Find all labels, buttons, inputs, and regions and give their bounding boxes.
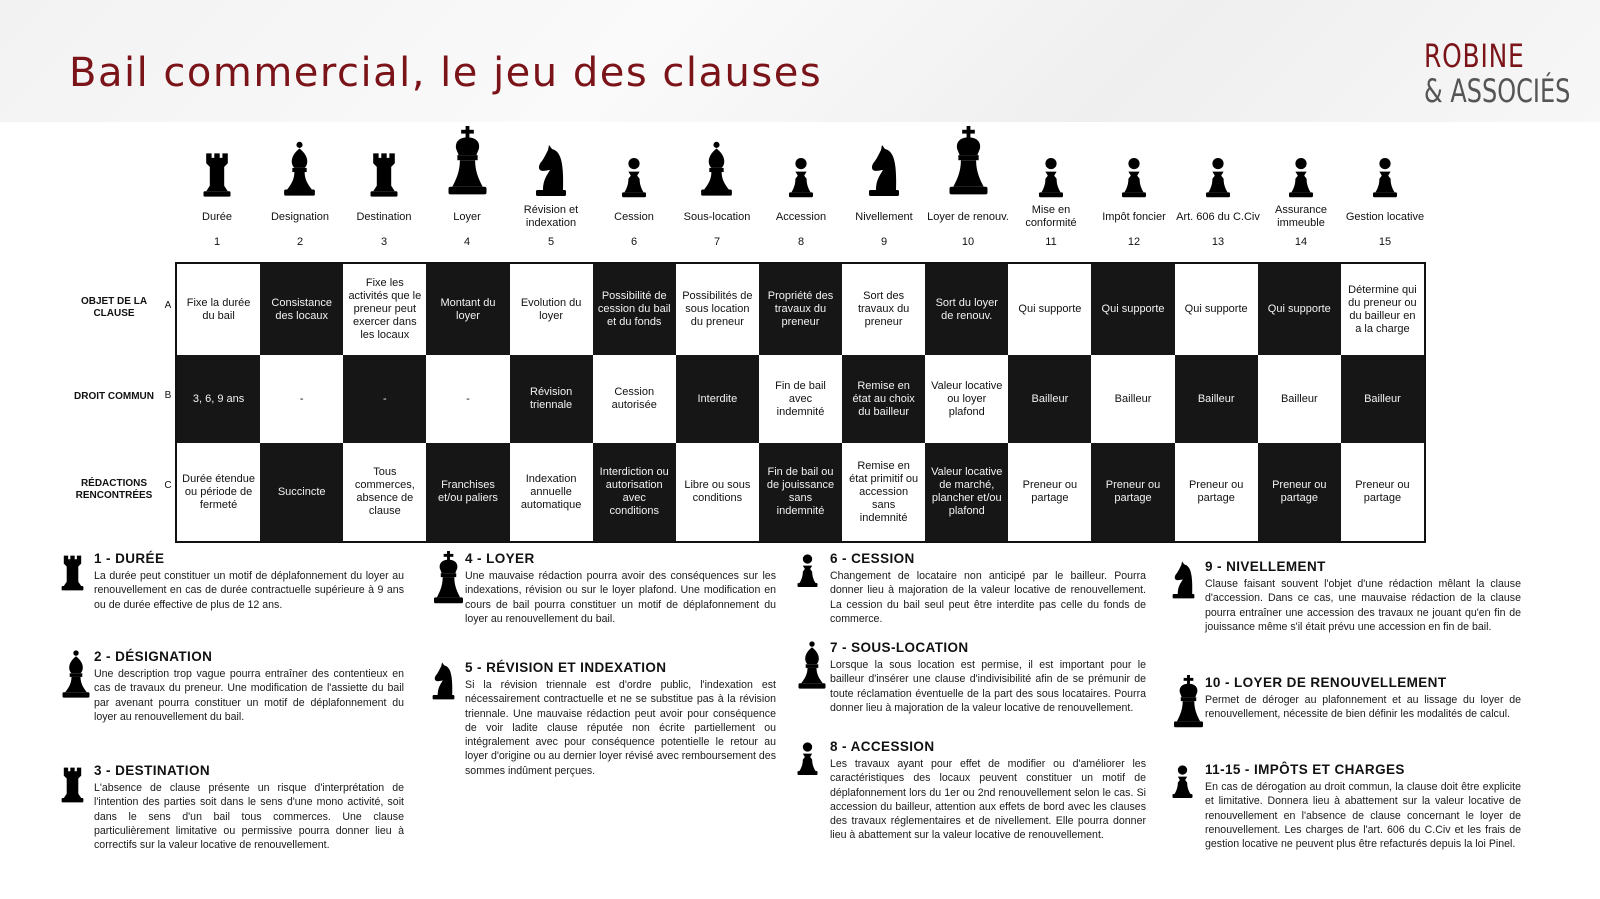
chess-pawn-icon [592,122,676,202]
logo-line-1: ROBINE [1424,37,1525,75]
chess-rook-icon [175,122,259,202]
chess-king-icon [1169,675,1197,738]
table-cell-a-6: Possibilité de cession du bail et du fonds [593,264,676,355]
chess-pawn-icon [1259,122,1343,202]
clause-label: Durée [202,210,232,223]
chess-pawn-icon [1092,122,1176,202]
chess-pawn-icon [794,551,822,596]
chess-rook-icon [58,763,86,812]
table-cell-a-13: Qui supporte [1175,264,1258,355]
clause-column-15 [1343,122,1427,260]
description-title: 1 - DURÉE [94,551,165,566]
table-cell-a-15: Détermine qui du preneur ou du bailleur en a la charge [1341,264,1424,355]
clause-label: Destination [356,210,412,223]
logo-line-2: & ASSOCIÉS [1424,72,1571,110]
clause-number: 12 [1127,236,1141,248]
chess-king-icon [926,122,1010,202]
description-title: 7 - SOUS-LOCATION [830,640,969,655]
clause-number: 9 [880,236,888,248]
table-cell-a-2: Consistance des locaux [260,264,343,355]
clause-number: 6 [630,236,638,248]
table-cell-c-7: Libre ou sous conditions [676,443,759,541]
clause-column-2 [258,122,342,260]
description-text: En cas de dérogation au droit commun, la clause doit être explicite et limitative. Donnera lieu à abattement sur la valeur locative de renouvellement en l'absence de clause concernant le loyer de renouvellement. Les charges de l'art. 606 du C.Civ et les frais de gestion locative ne peuvent plus être refacturés depuis la loi Pinel. [1205,781,1521,851]
chess-king-icon [425,122,509,202]
table-cell-c-6: Interdiction ou autorisation avec conditions [593,443,676,541]
chess-pawn-icon [1169,762,1197,807]
table-cell-c-15: Preneur ou partage [1341,443,1424,541]
clause-label: Nivellement [855,210,913,223]
clause-label: Gestion locative [1345,210,1425,223]
clause-number: 4 [463,236,471,248]
table-cell-c-4: Franchises et/ou paliers [426,443,509,541]
description-text: La durée peut constituer un motif de déplafonnement du loyer au renouvellement en cas de durée contractuelle supérieure à 9 ans ou de durée effective de plus de 12 ans. [94,570,404,611]
clause-number: 1 [213,236,221,248]
row-letter-c: C [164,480,172,491]
row-label-redactions: RÉDACTIONS RENCONTRÉES [75,478,153,501]
table-cell-b-8: Fin de bail avec indemnité [759,355,842,443]
clause-number: 14 [1294,236,1308,248]
table-cell-b-3: - [343,355,426,443]
clause-number: 8 [797,236,805,248]
clause-number: 5 [547,236,555,248]
chess-pawn-icon [794,739,822,784]
table-cell-b-12: Bailleur [1091,355,1174,443]
table-cell-a-4: Montant du loyer [426,264,509,355]
clause-column-4 [425,122,509,260]
clause-column-8 [759,122,843,260]
table-cell-a-9: Sort des travaux du preneur [842,264,925,355]
clause-column-7 [675,122,759,260]
clause-label: Assurance immeuble [1275,204,1327,229]
table-cell-c-8: Fin de bail ou de jouissance sans indemnité [759,443,842,541]
clause-label: Designation [270,210,330,223]
table-cell-b-6: Cession autorisée [593,355,676,443]
clause-label: Mise en conformité [1025,204,1077,229]
page-title: Bail commercial, le jeu des clauses [69,50,823,96]
chess-pawn-icon [759,122,843,202]
description-text: Permet de déroger au plafonnement et au lissage du loyer de renouvellement, nécessite de bien définir les modalités de calcul. [1205,694,1521,721]
description-title: 4 - LOYER [465,551,535,566]
table-cell-a-11: Qui supporte [1008,264,1091,355]
table-cell-b-13: Bailleur [1175,355,1258,443]
clause-table [175,262,1426,543]
description-text: Clause faisant souvent l'objet d'une rédaction mêlant la clause d'accession. Dans ce cas, une mauvaise rédaction de la clause pourra entraîner une accession des travaux ne jouant qu'en fin de jouissance même s'il était prévu une accession en fin de bail. [1205,578,1521,633]
description-title: 11-15 - IMPÔTS ET CHARGES [1205,762,1405,777]
clause-column-14 [1259,122,1343,260]
logo [1424,37,1571,110]
row-label-droit-commun: DROIT COMMUN [74,391,154,402]
clause-column-5 [509,122,593,260]
table-cell-c-5: Indexation annuelle automatique [510,443,593,541]
table-cell-c-1: Durée étendue ou période de fermeté [177,443,260,541]
clause-label: Accession [775,210,827,223]
table-cell-a-3: Fixe les activités que le preneur peut exercer dans les locaux [343,264,426,355]
table-cell-c-2: Succincte [260,443,343,541]
table-cell-c-9: Remise en état primitif ou accession sans indemnité [842,443,925,541]
table-cell-b-11: Bailleur [1008,355,1091,443]
description-text: Si la révision triennale est d'ordre public, l'indexation est nécessairement contractuelle et ne se substitue pas à la révision triennale. Une mauvaise rédaction peut avoir pour conséquence de voir ladite clause réputée non écrite partiellement ou intégralement avec pour conséquence potentielle le retour au loyer d'origine ou au dernier loyer révisé avec remboursement des sommes indûment perçues. [465,679,776,777]
description-title: 10 - LOYER DE RENOUVELLEMENT [1205,675,1447,690]
table-cell-a-1: Fixe la durée du bail [177,264,260,355]
clause-label: Loyer [453,210,481,223]
description-title: 3 - DESTINATION [94,763,211,778]
clause-column-12 [1092,122,1176,260]
row-label-objet: OBJET DE LA CLAUSE [80,295,148,319]
table-cell-a-14: Qui supporte [1258,264,1341,355]
table-cell-b-1: 3, 6, 9 ans [177,355,260,443]
clause-label: Art. 606 du C.Civ [1176,210,1260,223]
chess-bishop-icon [258,122,342,202]
description-title: 9 - NIVELLEMENT [1205,559,1326,574]
clause-column-6 [592,122,676,260]
table-cell-a-10: Sort du loyer de renouv. [925,264,1008,355]
description-text: Changement de locataire non anticipé par le bailleur. Pourra donner lieu à majoration de la valeur locative de renouvellement. La cession du bail seul peut être interdite pas celle du fonds de commerce. [830,570,1146,625]
table-cell-a-7: Possibilités de sous location du preneur [676,264,759,355]
clause-column-9 [842,122,926,260]
chess-rook-icon [342,122,426,202]
clause-column-3 [342,122,426,260]
table-cell-c-10: Valeur locative de marché, plancher et/ou plafond [925,443,1008,541]
table-cell-b-5: Révision triennale [510,355,593,443]
table-cell-b-10: Valeur locative ou loyer plafond [925,355,1008,443]
clause-label: Révision et indexation [523,204,579,229]
chess-rook-icon [58,551,86,600]
row-letter-b: B [164,390,172,401]
clause-number: 13 [1211,236,1225,248]
description-text: Une description trop vague pourra entraîner des contentieux en cas de travaux du preneur. Une modification de l'assiette du bail par avenant pourra constituer un motif de déplafonnement du loyer au renouvellement du bail. [94,668,404,723]
chess-bishop-icon [675,122,759,202]
chess-bishop-icon [794,640,822,699]
description-text: Lorsque la sous location est permise, il est important pour le bailleur d'insérer une clause d'indivisibilité afin de se prémunir de toute réclamation éventuelle de la part des sous locataires. Pourra donner lieu à majoration de la valeur locative de renouvellement. [830,659,1146,714]
table-cell-b-7: Interdite [676,355,759,443]
description-title: 5 - RÉVISION ET INDEXATION [465,660,667,675]
clause-column-11 [1009,122,1093,260]
clause-label: Loyer de renouv. [927,210,1009,223]
description-title: 6 - CESSION [830,551,915,566]
chess-knight-icon [1169,559,1197,608]
table-cell-c-12: Preneur ou partage [1091,443,1174,541]
clause-label: Sous-location [683,210,751,223]
clause-label: Impôt foncier [1102,210,1166,223]
table-cell-a-5: Evolution du loyer [510,264,593,355]
description-text: L'absence de clause présente un risque d'interprétation de l'intention des parties soit dans le sens d'une mono activité, soit dans le sens d'un bail tous commerces. Une clause particulièrement limitative ou permissive pourra donner lieu à correctifs sur la valeur locative de renouvellement. [94,782,404,852]
chess-pawn-icon [1343,122,1427,202]
table-cell-b-15: Bailleur [1341,355,1424,443]
table-cell-b-9: Remise en état au choix du bailleur [842,355,925,443]
description-text: Les travaux ayant pour effet de modifier ou d'améliorer les caractéristiques des locaux peuvent constituer un motif de déplafonnement lors du 1er ou 2nd renouvellement selon le cas. Si accession du bailleur, attention aux effets de bord avec les clauses des travaux réglementaires et de nivellement. Elle pourra donner lieu à abattement sur la valeur locative de renouvellement. [830,758,1146,842]
description-title: 8 - ACCESSION [830,739,935,754]
clause-number: 2 [296,236,304,248]
table-cell-b-4: - [426,355,509,443]
clause-column-13 [1176,122,1260,260]
clause-number: 3 [380,236,388,248]
table-cell-a-8: Propriété des travaux du preneur [759,264,842,355]
chess-pawn-icon [1009,122,1093,202]
table-cell-a-12: Qui supporte [1091,264,1174,355]
chess-bishop-icon [58,649,86,708]
table-cell-c-11: Preneur ou partage [1008,443,1091,541]
table-cell-c-14: Preneur ou partage [1258,443,1341,541]
chess-king-icon [429,551,457,614]
table-cell-b-14: Bailleur [1258,355,1341,443]
chess-knight-icon [429,660,457,709]
clause-column-1 [175,122,259,260]
clause-number: 15 [1378,236,1392,248]
description-text: Une mauvaise rédaction pourra avoir des conséquences sur les indexations, révision ou sur le loyer plafond. Une modification en cours de bail pourra constituer un motif de déplafonnement du loyer au renouvellement du bail. [465,570,776,625]
chess-knight-icon [842,122,926,202]
table-cell-c-3: Tous commerces, absence de clause [343,443,426,541]
clause-number: 7 [713,236,721,248]
row-letter-a: A [164,300,172,311]
chess-knight-icon [509,122,593,202]
chess-pawn-icon [1176,122,1260,202]
clause-number: 10 [961,236,975,248]
clause-label: Cession [614,210,654,223]
table-cell-c-13: Preneur ou partage [1175,443,1258,541]
clause-column-10 [926,122,1010,260]
description-title: 2 - DÉSIGNATION [94,649,213,664]
table-cell-b-2: - [260,355,343,443]
clause-number: 11 [1045,236,1057,248]
